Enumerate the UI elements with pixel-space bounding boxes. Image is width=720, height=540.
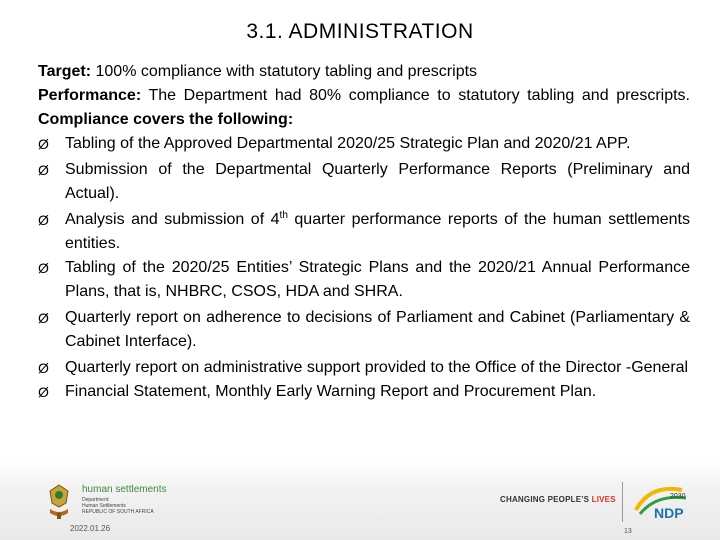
slogan-accent: LIVES bbox=[591, 495, 616, 504]
list-item-superscript: th bbox=[279, 210, 288, 221]
coat-of-arms-icon bbox=[44, 483, 74, 521]
list-item bbox=[38, 208, 690, 256]
target-line bbox=[38, 60, 690, 84]
list-item bbox=[38, 306, 690, 354]
department-subtitle bbox=[82, 497, 202, 515]
list-item-text-pre: Analysis and submission of 4 bbox=[65, 211, 280, 228]
arrow-bullet-icon: Ø bbox=[38, 136, 49, 152]
slide-content bbox=[38, 60, 690, 404]
arrow-bullet-icon: Ø bbox=[38, 162, 49, 178]
list-item-text: Quarterly report on adherence to decisions of Parliament and Cabinet (Parliamentary & Cabinet Interface). bbox=[65, 309, 690, 350]
list-item-text: Tabling of the Approved Departmental 2020/25 Strategic Plan and 2020/21 APP. bbox=[65, 135, 631, 152]
list-item bbox=[38, 256, 690, 304]
slogan bbox=[500, 495, 616, 504]
slogan-main: CHANGING PEOPLE’S bbox=[500, 495, 590, 504]
compliance-list bbox=[38, 132, 690, 404]
slide-date: 2022.01.26 bbox=[70, 524, 111, 533]
list-item bbox=[38, 158, 690, 206]
arrow-bullet-icon: Ø bbox=[38, 310, 49, 326]
target-text: 100% compliance with statutory tabling and prescripts bbox=[95, 63, 478, 80]
performance-paragraph bbox=[38, 84, 690, 132]
department-line: Human Settlements bbox=[82, 503, 126, 509]
list-item bbox=[38, 132, 690, 156]
list-item-text: Quarterly report on administrative support provided to the Office of the Director -General bbox=[65, 359, 689, 376]
arrow-bullet-icon: Ø bbox=[38, 360, 49, 376]
page-number: 13 bbox=[624, 528, 632, 535]
slide-title: 3.1. ADMINISTRATION bbox=[246, 20, 474, 43]
list-item bbox=[38, 356, 690, 380]
footer-divider bbox=[622, 482, 623, 522]
ndp-label: NDP bbox=[654, 505, 684, 520]
arrow-bullet-icon: Ø bbox=[38, 384, 49, 400]
performance-label: Performance: bbox=[38, 87, 142, 104]
department-line: Department: bbox=[82, 497, 110, 503]
ndp-year: 2030 bbox=[670, 493, 686, 500]
covers-label: Compliance covers the following: bbox=[38, 111, 294, 128]
list-item-text: Financial Statement, Monthly Early Warning Report and Procurement Plan. bbox=[65, 383, 597, 400]
arrow-bullet-icon: Ø bbox=[38, 212, 49, 228]
ndp-logo-icon bbox=[630, 480, 694, 520]
department-line: REPUBLIC OF SOUTH AFRICA bbox=[82, 509, 154, 515]
list-item-text: Submission of the Departmental Quarterly Performance Reports (Preliminary and Actual). bbox=[65, 161, 690, 202]
performance-text: The Department had 80% compliance to statutory tabling and prescripts. bbox=[148, 87, 690, 104]
list-item-text-post: quarter performance reports of the human settlements entities. bbox=[65, 211, 691, 252]
list-item-text: Tabling of the 2020/25 Entities’ Strategic Plans and the 2020/21 Annual Performance Plans, that is, NHBRC, CSOS, HDA and SHRA. bbox=[65, 259, 690, 300]
arrow-bullet-icon: Ø bbox=[38, 260, 49, 276]
target-label: Target: bbox=[38, 63, 92, 80]
list-item bbox=[38, 380, 690, 404]
department-name: human settlements bbox=[82, 484, 167, 495]
